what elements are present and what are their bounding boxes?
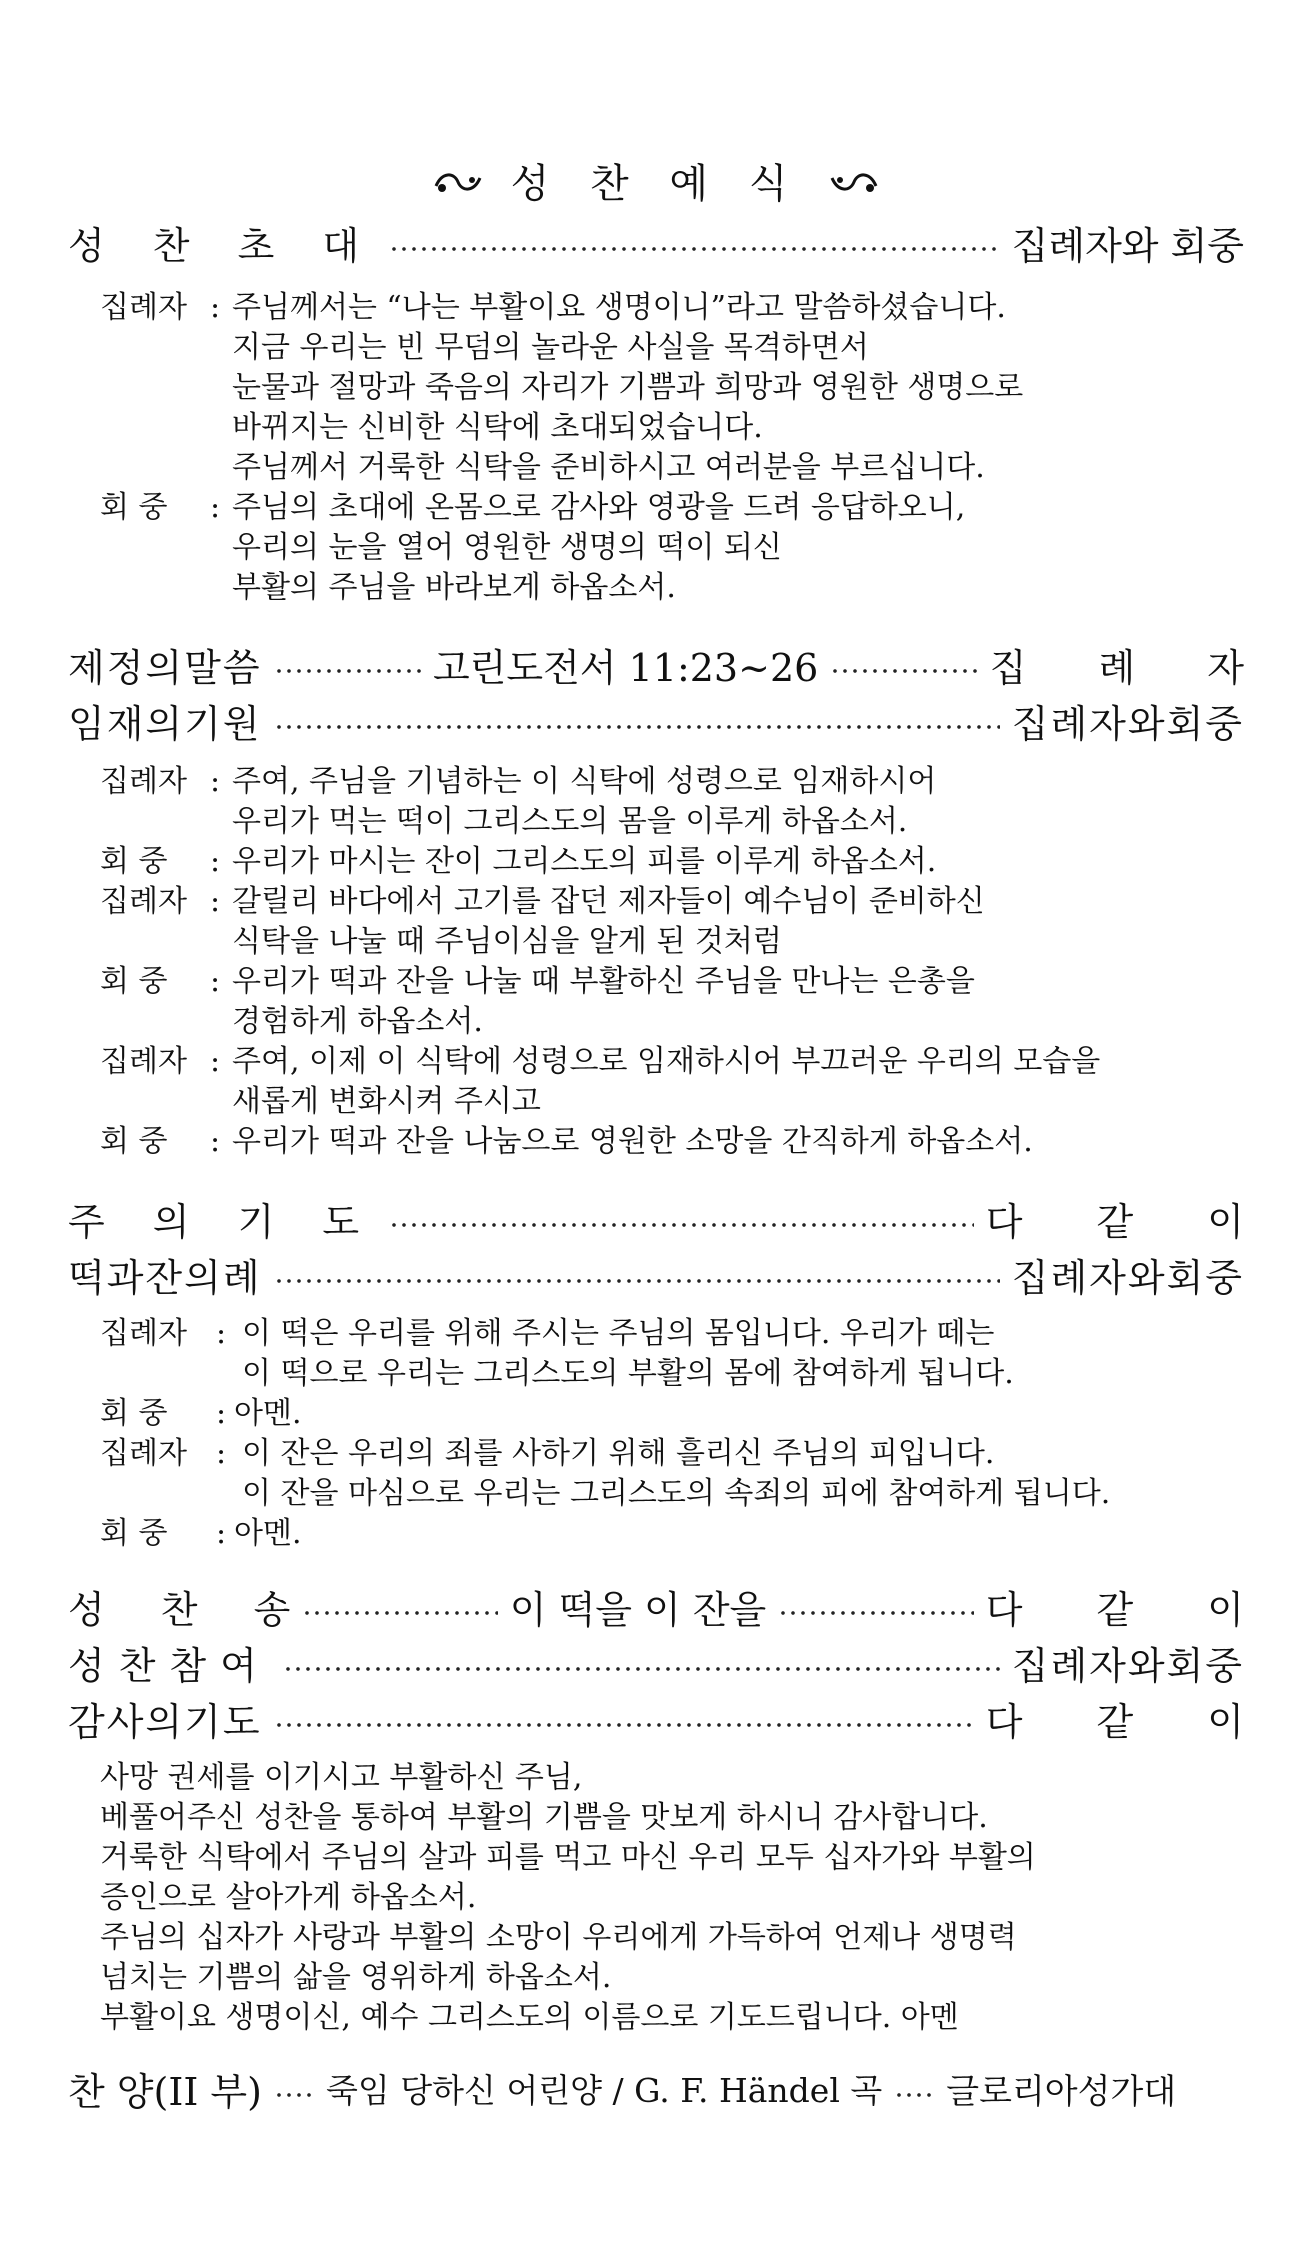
text-line: 주님의 초대에 온몸으로 감사와 영광을 드려 응답하오니, xyxy=(232,490,966,525)
leader-dots xyxy=(302,1610,497,1616)
leader-dots xyxy=(894,2092,934,2098)
section-label: 성 찬 송 xyxy=(68,1587,291,1632)
text-line: 아멘. xyxy=(234,1516,302,1551)
text-line: 거룩한 식탁에서 주님의 살과 피를 먹고 마신 우리 모두 십자가와 부활의 xyxy=(100,1840,1036,1875)
section-label: 성 찬 초 대 xyxy=(68,223,378,268)
section-words-of-institution xyxy=(68,636,1244,692)
text-line: 눈물과 절망과 죽음의 자리가 기쁨과 희망과 영원한 생명으로 xyxy=(232,370,1024,405)
speaker-sep: : xyxy=(216,1316,227,1351)
section-label: 찬 양(II 부) xyxy=(68,2069,262,2114)
section-participation xyxy=(68,1634,1244,1690)
leader-dots xyxy=(778,1610,973,1616)
section-label: 성찬참여 xyxy=(68,1643,271,1688)
text-line: 이 떡으로 우리는 그리스도의 부활의 몸에 참여하게 됩니다. xyxy=(242,1356,1014,1391)
leader-dots xyxy=(274,2092,314,2098)
speaker-leader: 집례자 xyxy=(100,1316,187,1351)
text-line: 새롭게 변화시켜 주시고 xyxy=(232,1084,541,1119)
section-role: 글로리아성가대 xyxy=(946,2071,1177,2112)
speaker-people: 회 중 xyxy=(100,490,168,525)
speaker-sep: : xyxy=(210,490,221,525)
section-role: 다 같 이 xyxy=(985,1199,1244,1244)
speaker-leader: 집례자 xyxy=(100,290,187,325)
speaker-sep: : xyxy=(210,884,221,919)
text-line: 주여, 주님을 기념하는 이 식탁에 성령으로 임재하시어 xyxy=(232,764,937,799)
speaker-people: 회 중 xyxy=(100,1516,168,1551)
text-line: 경험하게 하옵소서. xyxy=(232,1004,483,1039)
speaker-sep: : xyxy=(210,1124,221,1159)
text-line: 우리가 떡과 잔을 나눌 때 부활하신 주님을 만나는 은총을 xyxy=(232,964,975,999)
section-role: 집 례 자 xyxy=(989,645,1245,690)
text-line: 부활의 주님을 바라보게 하옵소서. xyxy=(232,570,676,605)
section-epiclesis xyxy=(68,692,1244,748)
section-label: 제정의말씀 xyxy=(68,645,262,690)
section-role: 집례자와 회중 xyxy=(1011,223,1244,268)
section-label: 임재의기원 xyxy=(68,701,262,746)
leader-dots xyxy=(283,1666,1000,1672)
leader-dots xyxy=(274,724,1000,730)
speaker-leader: 집례자 xyxy=(100,1436,187,1471)
speaker-people: 회 중 xyxy=(100,1396,168,1431)
section-bread-and-cup xyxy=(68,1246,1244,1302)
leader-dots xyxy=(389,1222,974,1228)
text-line: 주님께서는 “나는 부활이요 생명이니”라고 말씀하셨습니다. xyxy=(232,290,1006,325)
anthem-title: 죽임 당하신 어린양 / G. F. Händel 곡 xyxy=(325,2070,883,2110)
text-line: 우리가 마시는 잔이 그리스도의 피를 이루게 하옵소서. xyxy=(232,844,937,879)
section-label: 주 의 기 도 xyxy=(68,1199,378,1244)
text-line: 사망 권세를 이기시고 부활하신 주님, xyxy=(100,1760,583,1795)
leader-dots xyxy=(274,1278,1000,1284)
speaker-sep: : xyxy=(216,1516,227,1551)
section-invitation xyxy=(68,214,1244,270)
text-line: 아멘. xyxy=(234,1396,302,1431)
scripture-reference: 고린도전서 11:23~26 xyxy=(432,645,819,690)
leader-dots xyxy=(274,668,421,674)
text-line: 갈릴리 바다에서 고기를 잡던 제자들이 예수님이 준비하신 xyxy=(232,884,985,919)
text-line: 부활이요 생명이신, 예수 그리스도의 이름으로 기도드립니다. 아멘 xyxy=(100,2000,959,2035)
speaker-sep: : xyxy=(216,1396,227,1431)
text-line: 우리의 눈을 열어 영원한 생명의 떡이 되신 xyxy=(232,530,782,565)
leader-dots xyxy=(274,1722,974,1728)
text-line: 이 잔을 마심으로 우리는 그리스도의 속죄의 피에 참여하게 됩니다. xyxy=(242,1476,1111,1511)
speaker-sep: : xyxy=(210,964,221,999)
speaker-sep: : xyxy=(210,290,221,325)
speaker-sep: : xyxy=(210,764,221,799)
section-label: 떡과잔의례 xyxy=(68,1255,262,1300)
section-role: 집례자와회중 xyxy=(1011,701,1244,746)
page-title xyxy=(0,152,1312,209)
text-line: 식탁을 나눌 때 주님이심을 알게 된 것처럼 xyxy=(232,924,782,959)
speaker-people: 회 중 xyxy=(100,844,168,879)
section-role: 다 같 이 xyxy=(985,1699,1244,1744)
speaker-people: 회 중 xyxy=(100,1124,168,1159)
text-line: 우리가 먹는 떡이 그리스도의 몸을 이루게 하옵소서. xyxy=(232,804,908,839)
speaker-leader: 집례자 xyxy=(100,884,187,919)
text-line: 넘치는 기쁨의 삶을 영위하게 하옵소서. xyxy=(100,1960,612,1995)
speaker-leader: 집례자 xyxy=(100,764,187,799)
speaker-sep: : xyxy=(210,844,221,879)
speaker-leader: 집례자 xyxy=(100,1044,187,1079)
text-line: 주님의 십자가 사랑과 부활의 소망이 우리에게 가득하여 언제나 생명력 xyxy=(100,1920,1017,1955)
leader-dots xyxy=(830,668,977,674)
section-role: 집례자와회중 xyxy=(1011,1255,1244,1300)
text-line: 지금 우리는 빈 무덤의 놀라운 사실을 목격하면서 xyxy=(232,330,869,365)
text-line: 이 잔은 우리의 죄를 사하기 위해 흘리신 주님의 피입니다. xyxy=(242,1436,995,1471)
text-line: 베풀어주신 성찬을 통하여 부활의 기쁨을 맛보게 하시니 감사합니다. xyxy=(100,1800,988,1835)
speaker-sep: : xyxy=(210,1044,221,1079)
hymn-title: 이 떡을 이 잔을 xyxy=(509,1587,767,1632)
ornament-right-icon xyxy=(828,167,880,207)
section-anthem xyxy=(68,2060,1244,2116)
text-line: 바뀌지는 신비한 식탁에 초대되었습니다. xyxy=(232,410,763,445)
title-text: 성 찬 예 식 xyxy=(510,161,802,207)
section-label: 감사의기도 xyxy=(68,1699,262,1744)
section-communion-hymn xyxy=(68,1578,1244,1634)
section-role: 다 같 이 xyxy=(985,1587,1244,1632)
section-thanksgiving xyxy=(68,1690,1244,1746)
section-role: 집례자와회중 xyxy=(1011,1643,1244,1688)
section-lords-prayer xyxy=(68,1190,1244,1246)
speaker-people: 회 중 xyxy=(100,964,168,999)
text-line: 주님께서 거룩한 식탁을 준비하시고 여러분을 부르십니다. xyxy=(232,450,985,485)
text-line: 우리가 떡과 잔을 나눔으로 영원한 소망을 간직하게 하옵소서. xyxy=(232,1124,1033,1159)
ornament-left-icon xyxy=(432,167,484,207)
leader-dots xyxy=(389,246,1000,252)
text-line: 증인으로 살아가게 하옵소서. xyxy=(100,1880,477,1915)
text-line: 이 떡은 우리를 위해 주시는 주님의 몸입니다. 우리가 떼는 xyxy=(242,1316,995,1351)
text-line: 주여, 이제 이 식탁에 성령으로 임재하시어 부끄러운 우리의 모습을 xyxy=(232,1044,1101,1079)
speaker-sep: : xyxy=(216,1436,227,1471)
